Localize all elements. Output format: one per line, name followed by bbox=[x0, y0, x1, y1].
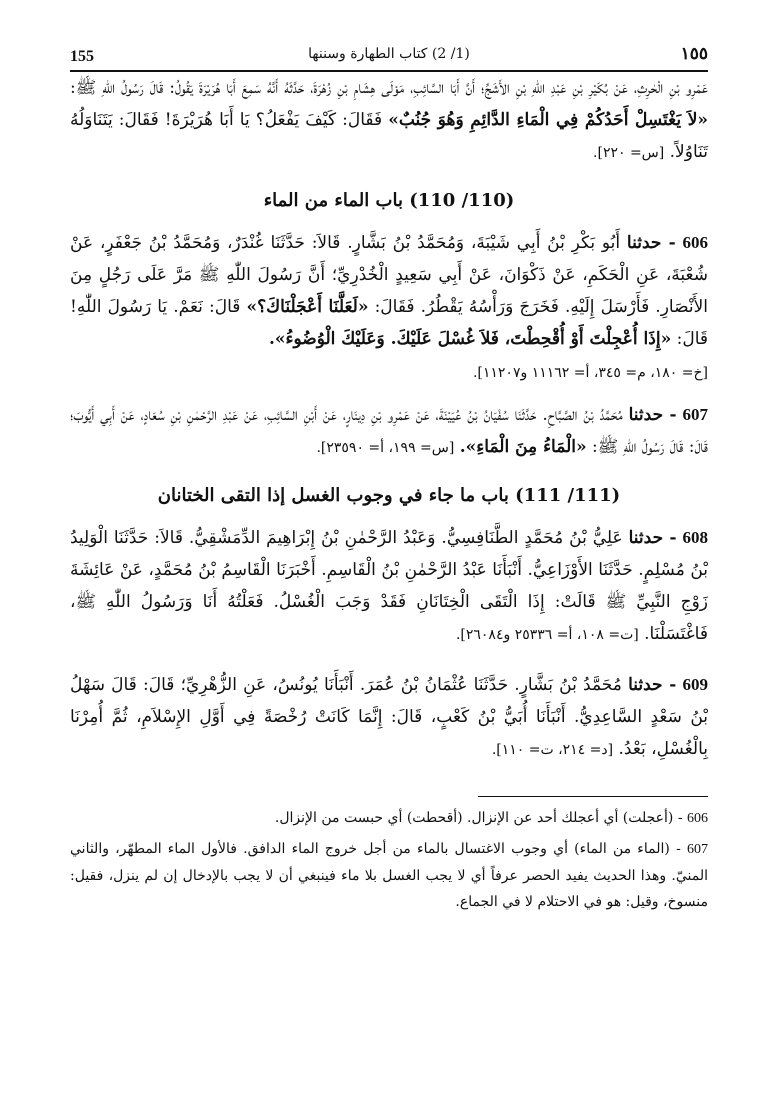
footnote-text: - (الماء من الماء) أي وجوب الاغتسال بالماء من أجل خروج الماء الدافق. فالأول الماء المطهّر، والثاني المنيّ. وهذا الحديث يفيد الحصر عرفاً أي لا يجب الغسل بلا ماء فينبغي أن لا يجب بالإدخال إن لم ينزل، فقيل: منسوخ، وقيل: هو في الاحتلام لا في الجماع. bbox=[70, 841, 708, 910]
footnote-607 bbox=[70, 836, 708, 915]
continued-hadith-rest: فَقَالَ: كَيْفَ يَفْعَلُ؟ يَا أَبَا هُرَيْرَةَ! فَقَالَ: يَتَنَاوَلُهُ تَنَاوُلاً. bbox=[70, 110, 708, 162]
chapter-heading-110: (110/ 110) باب الماء من الماء bbox=[263, 190, 515, 211]
hadith-text: مُحَمَّدُ بْنُ بَشَّارٍ. حَدَّثَنَا عُثْمَانُ بْنُ عُمَرَ. أَنْبَأَنَا يُونُسُ، عَنِ الزُّهْرِيِّ؛ قَالَ: قَالَ سَهْلُ بْنُ سَعْدٍ السَّاعِدِيُّ. أَنْبَأَنَا أُبَيُّ بْنُ كَعْبٍ، قَالَ: إِنَّمَا كَانَتْ رُخْصَةً فِي أَوَّلِ الإِسْلاَمِ، ثُمَّ أُمِرْنَا بِالْغُسْلِ، بَعْدُ. bbox=[70, 675, 708, 759]
page-number-latin: 155 bbox=[70, 48, 94, 65]
citation: [خ= ١٨٠، م= ٣٤٥، أ= ١١١٦٢ و١١٢٠٧]. bbox=[472, 365, 708, 381]
prophetic-quote: «إِذَا أُعْجِلْتَ أَوْ أُقْحِطْتَ، فَلاَ غُسْلَ عَلَيْكَ. وَعَلَيْكَ الْوُضُوءُ». bbox=[268, 329, 672, 349]
hadith-number: 606 bbox=[682, 233, 709, 252]
running-title: (1/ 2) كتاب الطهارة وسننها bbox=[308, 46, 470, 62]
citation: [س= ١٩٩، أ= ٢٣٥٩٠]. bbox=[316, 440, 455, 456]
hadith-608 bbox=[70, 522, 708, 651]
page-header bbox=[70, 40, 708, 68]
citation: [ت= ١٠٨، أ= ٢٥٣٣٦ و٢٦٠٨٤]. bbox=[455, 627, 639, 643]
footnote-number: 606 bbox=[687, 811, 708, 826]
footnote-rule bbox=[478, 796, 708, 797]
hadith-606 bbox=[70, 227, 708, 389]
hadith-text: عَلِيُّ بْنُ مُحَمَّدٍ الطَّنَافِسِيُّ. وَعَبْدُ الرَّحْمٰنِ بْنُ إِبْرَاهِيمَ الدِّمَشْقِيُّ. قَالاَ: حَدَّثَنَا الْوَلِيدُ بْنُ مُسْلِمٍ. حَدَّثَنَا الأَوْزَاعِيُّ. أَنْبَأَنَا عَبْدُ الرَّحْمٰنِ بْنُ الْقَاسِمِ. أَخْبَرَنَا الْقَاسِمُ بْنُ مُحَمَّدٍ، عَنْ عَائِشَةَ زَوْجِ النَّبِيِّ ﷺ قَالَتْ: إِذَا الْتَقَى الْخِتَانَانِ فَقَدْ وَجَبَ الْغُسْلُ. فَعَلْتُهُ أَنَا وَرَسُولُ اللّٰهِ ﷺ، فَاغْتَسَلْنَا. bbox=[70, 528, 708, 644]
hadith-text: أَبُو بَكْرِ بْنُ أَبِي شَيْبَةَ، وَمُحَمَّدُ بْنُ بَشَّارٍ. قَالاَ: حَدَّثَنَا غُنْدَرٌ، وَمُحَمَّدُ بْنُ جَعْفَرٍ، عَنْ شُعْبَةَ، عَنِ الْحَكَمِ، عَنْ ذَكْوَانَ، عَنْ أَبِي سَعِيدٍ الْخُدْرِيِّ؛ أَنَّ رَسُولَ اللّٰهِ ﷺ مَرَّ عَلَى رَجُلٍ مِنَ الأَنْصَارِ. فَأَرْسَلَ إِلَيْهِ. فَخَرَجَ وَرَأْسُهُ يَقْطُرُ. فَقَالَ: bbox=[70, 233, 708, 317]
hadith-number: 607 bbox=[682, 405, 708, 424]
hadith-lead: - حدثنا bbox=[628, 405, 677, 425]
hadith-number: 609 bbox=[682, 675, 709, 694]
footnote-606 bbox=[70, 805, 708, 832]
hadith-lead: - حدثنا bbox=[628, 675, 677, 695]
page-number-arabic: ١٥٥ bbox=[680, 44, 708, 64]
citation: [د= ٢١٤، ت= ١١٠]. bbox=[491, 742, 614, 758]
prophetic-quote: «الْمَاءُ مِنَ الْمَاءِ». bbox=[459, 437, 587, 457]
hadith-lead: - حدثنا bbox=[626, 233, 676, 253]
main-text bbox=[70, 72, 708, 766]
hadith-609 bbox=[70, 669, 708, 766]
footnotes bbox=[70, 805, 708, 915]
continued-hadith bbox=[70, 72, 708, 169]
citation: [س= ٢٢٠]. bbox=[593, 145, 665, 161]
prophetic-quote: «لَعَلَّنَا أَعْجَلْنَاكَ؟» bbox=[246, 297, 369, 317]
chapter-heading-111: (111/ 111) باب ما جاء في وجوب الغسل إذا التقى الختانان bbox=[157, 485, 621, 506]
prophetic-quote: «لاَ يَغْتَسِلْ أَحَدُكُمْ فِي الْمَاءِ الدَّائِمِ وَهُوَ جُنُبٌ» bbox=[388, 110, 709, 130]
hadith-text: قَالَ: نَعَمْ. يَا رَسُولَ اللّٰهِ! قَالَ: bbox=[70, 297, 708, 349]
hadith-lead: - حدثنا bbox=[628, 528, 677, 548]
footnote-number: 607 bbox=[687, 842, 708, 857]
hadith-607 bbox=[70, 399, 708, 464]
hadith-text: مُحَمَّدُ بْنُ الصَّبَّاحِ. حَدَّثَنَا سُفْيَانُ بْنُ عُيَيْنَةَ، عَنْ عَمْرِو بْنِ دِينَارٍ، عَنْ أَبْنِ السَّائِبِ، عَنْ عَبْدِ الرَّحْمٰنِ بْنِ سُعَادٍ، عَنْ أَبِي أَيُّوبَ؛ قَالَ: قَالَ رَسُولُ اللّٰهِ ﷺ: bbox=[70, 405, 708, 457]
continued-hadith-text: عَمْرِو بْنِ الْحٰرِثِ، عَنْ بُكَيْرِ بْنِ عَبْدِ اللّٰهِ بْنِ الأَشَجِّ؛ أَنَّ أَبَا السَّائِبِ، مَوْلَى هِشَامِ بْنِ زُهْرَةَ، حَدَّثَهُ أَنَّهُ سَمِعَ أَبَا هُرَيْرَةَ يَقُولُ: قَالَ رَسُولُ اللّٰهِ ﷺ: bbox=[70, 78, 708, 98]
footnote-text: - (أعجلت) أي أعجلك أحد عن الإنزال. (أقحطت) أي حبست من الإنزال. bbox=[274, 810, 683, 826]
hadith-number: 608 bbox=[682, 528, 709, 547]
book-page bbox=[70, 40, 708, 919]
